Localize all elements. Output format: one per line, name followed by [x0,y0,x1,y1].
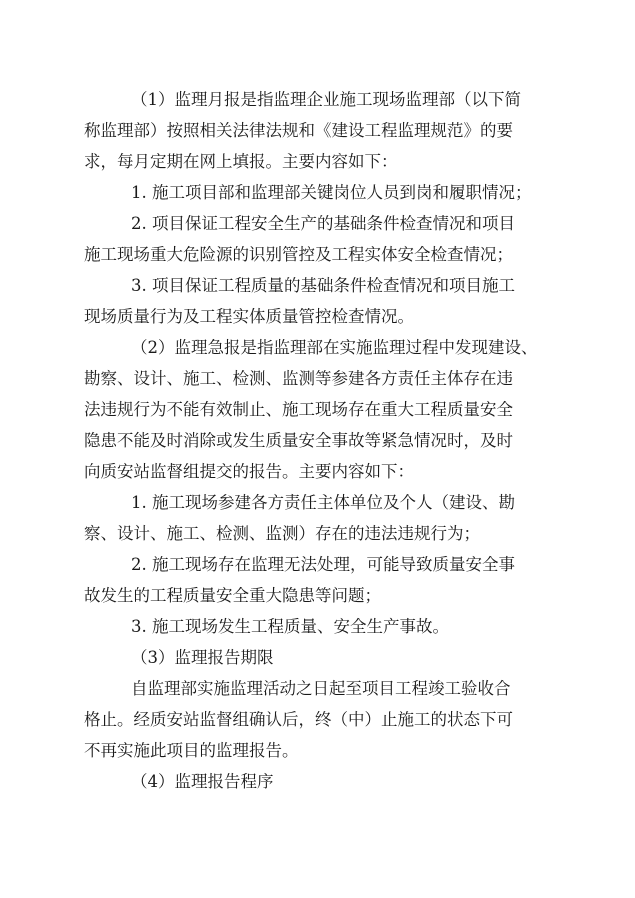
paragraph [84,642,554,673]
text-line: （4）监理报告程序 [131,772,274,791]
text-line: 2. 施工现场存在监理无法处理，可能导致质量安全事 [131,555,515,574]
text-line: 故发生的工程质量安全重大隐患等问题； [84,586,381,605]
text-line: 求，每月定期在网上填报。主要内容如下： [84,152,398,171]
text-line: 2. 项目保证工程安全生产的基础条件检查情况和项目 [131,214,515,233]
document-body [84,84,554,797]
text-line: 现场质量行为及工程实体质量管控检查情况。 [84,307,414,326]
text-line: 不再实施此项目的监理报告。 [84,741,299,760]
paragraph [84,549,554,611]
text-line: 勘察、设计、施工、检测、监测等参建各方责任主体存在违 [84,369,513,388]
text-line: 3. 项目保证工程质量的基础条件检查情况和项目施工 [131,276,515,295]
paragraph [84,611,554,642]
paragraph [84,84,554,177]
text-line: 隐患不能及时消除或发生质量安全事故等紧急情况时，及时 [84,431,513,450]
text-line: 格止。经质安站监督组确认后，终（中）止施工的状态下可 [84,710,513,729]
text-line: 1. 施工现场参建各方责任主体单位及个人（建设、勘 [131,493,515,512]
paragraph [84,270,554,332]
text-line: （2）监理急报是指监理部在实施监理过程中发现建设、 [131,338,538,357]
paragraph [84,766,554,797]
text-line: （1）监理月报是指监理企业施工现场监理部（以下简 [131,90,521,109]
paragraph [84,208,554,270]
text-line: 施工现场重大危险源的识别管控及工程实体安全检查情况； [84,245,513,264]
text-line: 称监理部）按照相关法律法规和《建设工程监理规范》的要 [84,121,513,140]
paragraph [84,177,554,208]
text-line: 向质安站监督组提交的报告。主要内容如下： [84,462,414,481]
text-line: （3）监理报告期限 [131,648,274,667]
paragraph [84,332,554,487]
paragraph [84,487,554,549]
text-line: 3. 施工现场发生工程质量、安全生产事故。 [131,617,449,636]
paragraph [84,673,554,766]
text-line: 1. 施工项目部和监理部关键岗位人员到岗和履职情况； [131,183,532,202]
text-line: 察、设计、施工、检测、监测）存在的违法违规行为； [84,524,480,543]
text-line: 法违规行为不能有效制止、施工现场存在重大工程质量安全 [84,400,513,419]
text-line: 自监理部实施监理活动之日起至项目工程竣工验收合 [131,679,511,698]
